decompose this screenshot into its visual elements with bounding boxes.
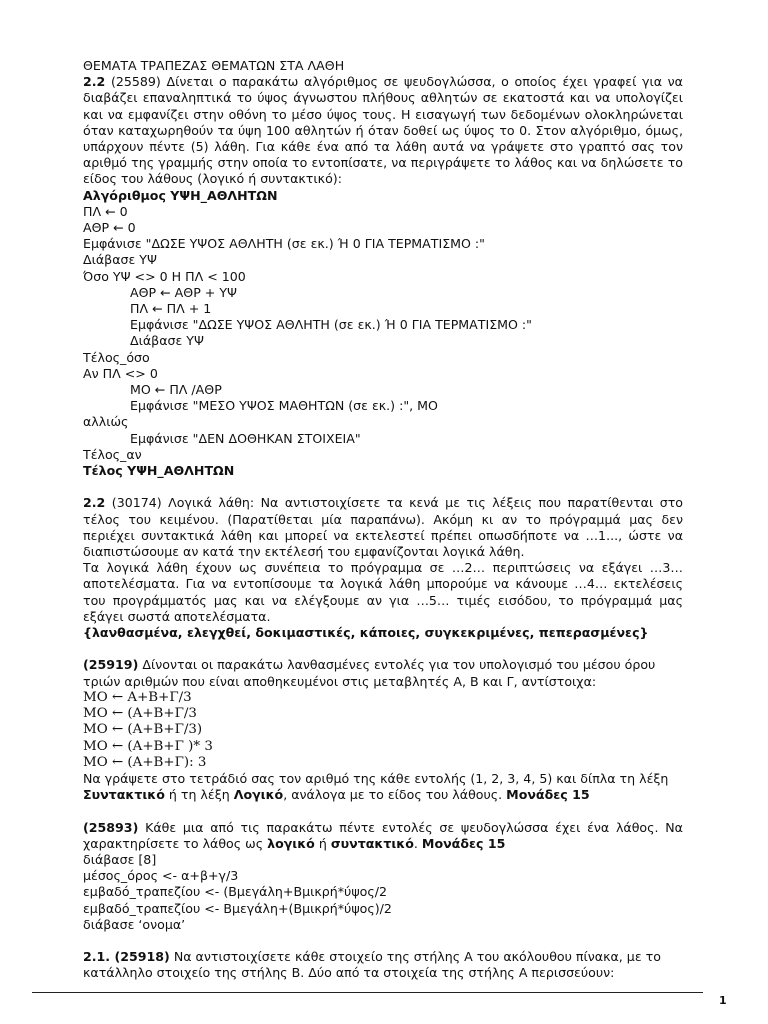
word-list: {λανθασμένα, ελεγχθεί, δοκιμαστικές, κάποιες, συγκεκριμένες, πεπερασμένες} — [83, 625, 649, 641]
footer-divider — [32, 992, 703, 993]
code-line: Εμφάνισε "ΔΩΣΕ ΥΨΟΣ ΑΘΛΗΤΗ (σε εκ.) Ή 0 ΓΙΑ ΤΕΡΜΑΤΙΣΜΟ :" — [83, 236, 485, 252]
code-line: Τέλος_αν — [83, 446, 142, 462]
question-number: 2.2 — [83, 495, 106, 511]
document-title: ΘΕΜΑΤΑ ΤΡΑΠΕΖΑΣ ΘΕΜΑΤΩΝ ΣΤΑ ΛΑΘΗ — [83, 58, 345, 73]
question-25589-intro: 2.2 (25589) Δίνεται ο παρακάτω αλγόριθμος σε ψευδογλώσσα, ο οποίος έχει γραφεί για να διαβάζει επαναληπτικά το ύψος άγνωστου πλήθους αθλητών σε εκατοστά και να υπολογίζει και να εμφανίζει στην οθόνη το μέσο ύψος τους. Η εισαγωγή των δεδομένων ολοκληρώνεται όταν καταχωρηθούν τα ύψη 100 αθλητών ή όταν δοθεί ως ύψος το 0. Στον αλγόριθμο, όμως, υπάρχουν πέντε (5) λάθη. Για κάθε ένα από τα λάθη αυτά να γράψετε στο γραπτό σας τον αριθμό της γραμμής στην οποία το εντοπίσατε, να περιγράψετε το λάθος και να δηλώσετε το είδος του λάθους (λογικό ή συντακτικό): — [83, 74, 683, 187]
statement-line: εμβαδό_τραπεζίου <- Βμεγάλη+(Βμικρή*ύψος)/2 — [83, 900, 392, 916]
code-line: Όσο ΥΨ <> 0 Η ΠΛ < 100 — [83, 268, 246, 284]
statement-line: μέσος_όρος <- α+β+γ/3 — [83, 868, 239, 884]
algorithm-header: Αλγόριθμος ΥΨΗ_ΑΘΛΗΤΩΝ — [83, 187, 278, 203]
question-25918-text: 2.1. (25918) Να αντιστοιχίσετε κάθε στοιχείο της στήλης Α του ακόλουθου πίνακα, με το κατάλληλο στοιχείο της στήλης Β. Δύο από τα στοιχεία της στήλης Α περισσεύουν: — [83, 949, 661, 981]
formula-line: ΜΟ ← (Α+Β+Γ): 3 — [83, 754, 207, 770]
code-line: Εμφάνισε "ΜΕΣΟ ΥΨΟΣ ΜΑΘΗΤΩΝ (σε εκ.) :", ΜΟ — [130, 398, 438, 414]
statement-line: διάβασε [8] — [83, 851, 157, 867]
question-30174-text: 2.2 (30174) Λογικά λάθη: Να αντιστοιχίσετε τα κενά με τις λέξεις που παρατίθενται στο τέλος του κειμένου. (Παρατίθεται μία παραπάνω). Ακόμη κι αν το πρόγραμμά μας δεν περιέχει συντακτικά λάθη και μπορεί να εκτελεστεί πρέπει οπωσδήποτε να …1..., ώστε να διαπιστώσουμε αν κατά την εκτέλεσή του εμφανίζονται λογικά λάθη. — [83, 495, 683, 560]
statement-line: διάβασε ‘ονομα’ — [83, 916, 186, 932]
formula-line: ΜΟ ← (Α+Β+Γ/3) — [83, 722, 203, 738]
question-number: (25919) — [83, 657, 139, 673]
page-number: 1 — [719, 994, 727, 1007]
question-25893-text: (25893) Κάθε μια από τις παρακάτω πέντε εντολές σε ψευδογλώσσα έχει ένα λάθος. Να χαρακτηρίσετε το λάθος ως λογικό ή συντακτικό. Μονάδες 15 — [83, 819, 683, 851]
question-30174-text-2: Τα λογικά λάθη έχουν ως συνέπεια το πρόγραμμα σε …2… περιπτώσεις να εξάγει …3… αποτελέσματα. Για να εντοπίσουμε τα λογικά λάθη μπορούμε να κάνουμε …4… εκτελέσεις του προγράμματός μας και να ελέγξουμε αν για …5… τιμές εισόδου, το πρόγραμμά μας εξάγει σωστά αποτελέσματα. — [83, 560, 683, 624]
spacer — [83, 933, 683, 949]
code-line: ΠΛ ← 0 — [83, 203, 128, 219]
spacer — [83, 641, 683, 657]
code-line: ΑΘΡ ← ΑΘΡ + ΥΨ — [130, 284, 237, 300]
code-line: αλλιώς — [83, 414, 129, 430]
code-line: Εμφάνισε "ΔΩΣΕ ΥΨΟΣ ΑΘΛΗΤΗ (σε εκ.) Ή 0 ΓΙΑ ΤΕΡΜΑΤΙΣΜΟ :" — [130, 317, 532, 333]
statement-line: εμβαδό_τραπεζίου <- (Βμεγάλη+Βμικρή*ύψος/2 — [83, 884, 388, 900]
question-number: (25893) — [83, 819, 139, 835]
code-line: ΠΛ ← ΠΛ + 1 — [130, 301, 212, 317]
code-line: Τέλος_όσο — [83, 349, 150, 365]
marks-label: Μονάδες 15 — [506, 787, 590, 803]
document-body — [83, 58, 683, 982]
algorithm-footer: Τέλος ΥΨΗ_ΑΘΛΗΤΩΝ — [83, 463, 235, 479]
spacer — [83, 803, 683, 819]
code-line: Εμφάνισε "ΔΕΝ ΔΟΘΗΚΑΝ ΣΤΟΙΧΕΙΑ" — [130, 430, 361, 446]
code-line: Διάβασε ΥΨ — [83, 252, 157, 268]
code-line: Αν ΠΛ <> 0 — [83, 365, 158, 381]
code-line: ΜΟ ← ΠΛ /ΑΘΡ — [130, 382, 222, 398]
spacer — [83, 479, 683, 495]
formula-line: ΜΟ ← (Α+Β+Γ )* 3 — [83, 738, 213, 754]
question-25919-instruction: Να γράψετε στο τετράδιό σας τον αριθμό της κάθε εντολής (1, 2, 3, 4, 5) και δίπλα τη λέξη Συντακτικό ή τη λέξη Λογικό, ανάλογα με το είδος του λάθους. Μονάδες 15 — [83, 770, 669, 803]
code-line: Διάβασε ΥΨ — [130, 333, 204, 349]
formula-line: ΜΟ ← (Α+Β+Γ/3 — [83, 706, 197, 722]
marks-label: Μονάδες 15 — [421, 835, 506, 851]
formula-line: ΜΟ ← Α+Β+Γ/3 — [83, 689, 192, 705]
question-number: 2.1. (25918) — [83, 949, 170, 965]
code-line: ΑΘΡ ← 0 — [83, 220, 136, 236]
question-25919-intro: (25919) Δίνονται οι παρακάτω λανθασμένες εντολές για τον υπολογισμό του μέσου όρου τριών αριθμών που είναι αποθηκευμένοι στις μεταβλητές Α, Β και Γ, αντίστοιχα: — [83, 657, 656, 689]
question-number: 2.2 — [83, 74, 106, 90]
